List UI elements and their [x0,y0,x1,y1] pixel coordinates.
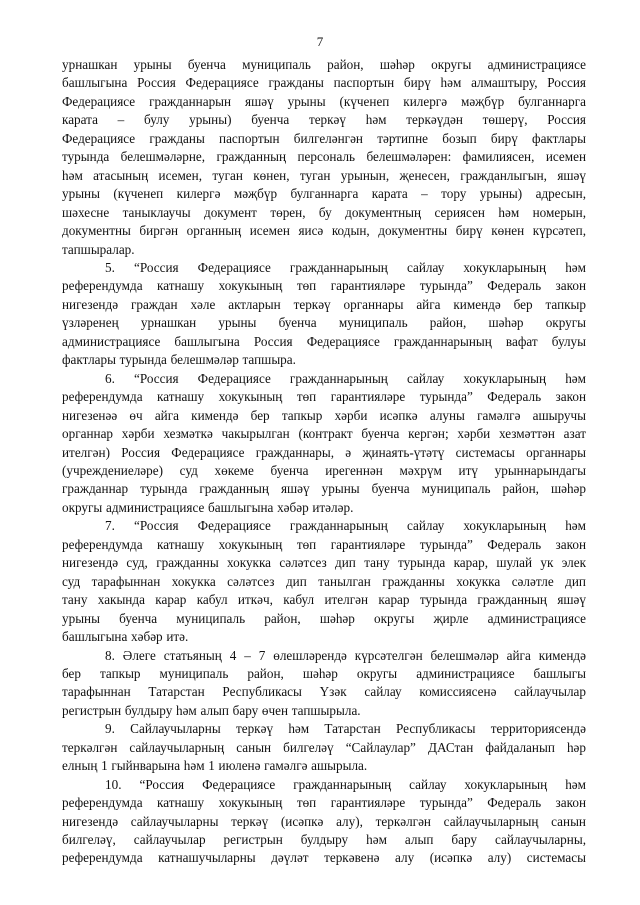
text-line: шәхесне таныклаучы документ төрен, бу документның сериясен һәм номерын, [62,204,586,220]
text-line: референдумда катнашу хокукының төп гарантияләре турында” Федераль закон [62,278,586,294]
text-line: тапшыралар. [62,241,135,257]
text-line: 9. Сайлаучыларны теркәү һәм Татарстан Республикасы территориясендә [105,721,586,737]
text-line: 6. “Россия Федерациясе гражданнарының сайлау хокукларының һәм [105,370,586,386]
text-line: (учреждениеләре) суд хөкеме буенча ирегеннән мәхрүм итү урыннарындагы [62,462,586,478]
document-body [62,56,586,868]
text-line: бер тапкыр муниципаль район, шәһәр округы администрациясе башлыгы [62,665,586,681]
text-line: органнар хәрби хезмәткә чакырылган (контракт буенча кергән; хәрби хезмәттән азат [62,426,586,442]
text-line: референдумда катнашу хокукының төп гарантияләре турында” Федераль закон [62,536,586,552]
text-line: регистрын булдыру һәм алып бару өчен тапшырыла. [62,702,361,718]
text-line: теркәлгән сайлаучыларның санын билгеләү “Сайлаулар” ДАСтан файдаланып һәр [62,739,586,755]
text-line: суд тарафыннан хокукка сәләтсез дип танылган гражданны хокукка сәләтле дип [62,573,586,589]
text-line: референдумда катнашу хокукының төп гарантияләре турында” Федераль закон [62,389,586,405]
text-line: тану хакында карар кабул иткәч, кабул ителгән карар турында гражданның яшәү [62,592,586,608]
text-line: елның 1 гыйнварына һәм 1 июленә гамәлгә ашырыла. [62,758,368,774]
text-line: урыны буенча муниципаль район, шәһәр округы җирле администрациясе [62,610,586,626]
text-line: билгеләү, сайлаучылар регистрын булдыру һәм алып бару сайлаучыларны, [62,832,586,848]
text-line: урыны (күченеп килергә мәҗбүр булганнарга карата – тору урыны) адресын, [62,186,586,202]
text-line: нигезендә суд, гражданны хокукка сәләтсез дип тану турында карар, шулай ук элек [62,555,586,571]
paragraph [62,56,586,259]
paragraph [62,517,586,646]
text-line: тарафыннан Татарстан Республикасы Үзәк сайлау комиссиясенә сайлаучылар [62,684,586,700]
text-line: нигезендә сайлаучыларны теркәү (исәпкә алу), теркәлгән сайлаучыларның санын [62,813,586,829]
text-line: гражданнар турында гражданның яшәү урыны буенча муниципаль район, шәһәр [62,481,586,497]
text-line: нигезендә граждан хәле актларын теркәү органнары айга кимендә бер тапкыр [62,296,586,312]
text-line: 5. “Россия Федерациясе гражданнарының сайлау хокукларының һәм [105,259,586,275]
text-line: һәм атасының исемен, туган көнен, туган урынын, җенесен, гражданлыгын, яшәү [62,167,586,183]
text-line: Федерациясе гражданы паспортын билгеләнгән тәртипне бозып бирү фактлары [62,130,586,146]
text-line: округы администрациясе башлыгына хәбәр итәләр. [62,499,354,515]
text-line: 8. Әлеге статьяның 4 – 7 өлешләрендә күрсәтелгән белешмәләр айга кимендә [105,647,586,663]
text-line: референдумда катнашу хокукының төп гарантияләре турында” Федераль закон [62,795,586,811]
paragraph [62,370,586,518]
text-line: урнашкан урыны буенча муниципаль район, шәһәр округы администрациясе [62,57,586,72]
text-line: турында белешмәләрне, гражданның персональ белешмәләрен: фамилиясен, исемен [62,149,586,165]
text-line: Федерациясе гражданнарын яшәү урыны (күченеп килергә мәҗбүр булганнарга [62,93,586,109]
text-line: карата – булу урыны) буенча теркәү һәм теркәүдән төшерү, Россия [62,112,586,128]
text-line: документны биргән органның исемен яисә кодын, документны бирү көнен күрсәтеп, [62,223,586,239]
text-line: үзләренең урнашкан урыны буенча муниципаль район, шәһәр округы [62,315,586,331]
text-line: 10. “Россия Федерациясе гражданнарының сайлау хокукларының һәм [105,776,586,792]
paragraph [62,647,586,721]
text-line: башлыгына хәбәр итә. [62,629,189,645]
text-line: референдумда катнашучыларны дәүләт теркәвенә алу (исәпкә алу) системасы [62,850,586,866]
text-line: администрациясе башлыгына Россия Федерациясе гражданнарының вафат булуы [62,333,586,349]
paragraph [62,259,586,370]
text-line: 7. “Россия Федерациясе гражданнарының сайлау хокукларының һәм [105,518,586,534]
paragraph [62,720,586,775]
text-line: ителгән) Россия Федерациясе гражданнары, ә җинаять-үтәтү системасы органнары [62,444,586,460]
paragraph [62,776,586,868]
text-line: нигезенәә өч айга кимендә бер тапкыр хәрби исәпкә алуны гамәлгә ашыручы [62,407,586,423]
text-line: башлыгына Россия Федерациясе гражданы паспортын бирү һәм алмаштыру, Россия [62,75,586,91]
page-number: 7 [316,34,324,49]
text-line: фактлары турында белешмәләр тапшыра. [62,352,296,368]
